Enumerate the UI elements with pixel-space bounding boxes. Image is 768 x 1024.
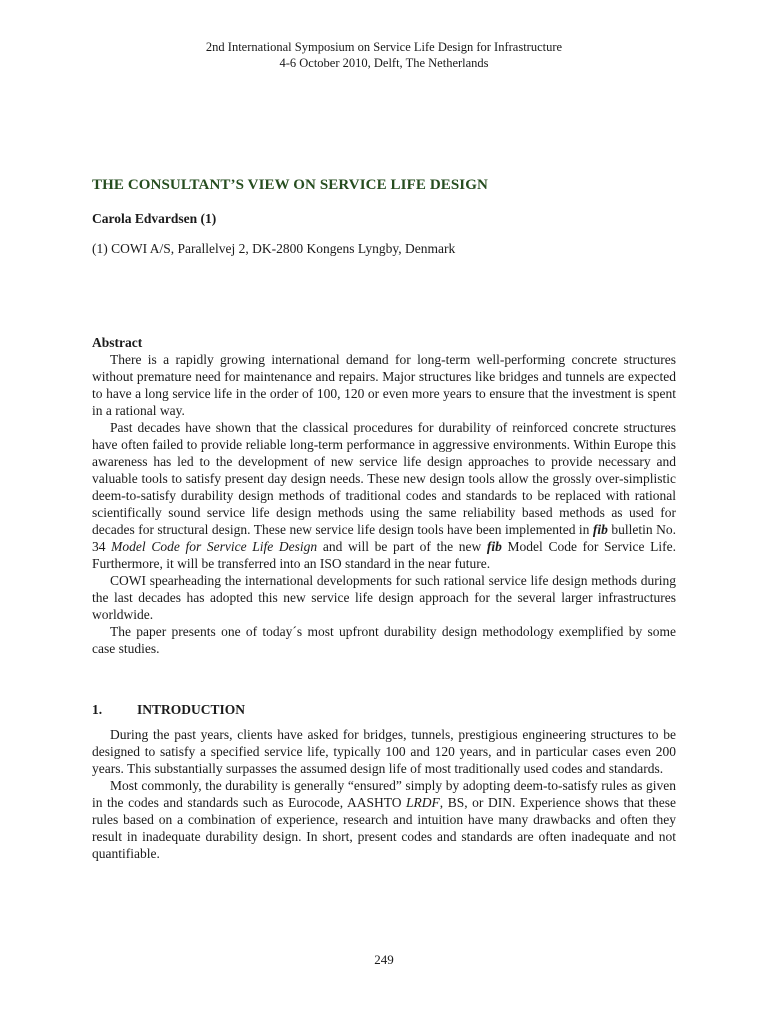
intro-p2-text-b: , BS, or DIN. Experience shows that these rules based on a combination of experience, research and intuition have many drawbacks and often they result in inadequate durability design. In short, present codes and standards are often inadequate and not quantifiable. (92, 795, 676, 861)
intro-paragraph-1: During the past years, clients have asked for bridges, tunnels, prestigious engineering structures to be designed to satisfy a specified service life, typically 100 and 120 years, and in particular cases even 200 years. This substantially surpasses the assumed design life of most traditionally used codes and standards. (92, 727, 676, 776)
introduction-section (92, 726, 676, 862)
page-number: 249 (374, 952, 394, 967)
introduction-heading (92, 702, 676, 718)
intro-paragraph-2 (92, 777, 676, 862)
conference-header (0, 39, 768, 71)
abstract-heading: Abstract (92, 335, 143, 350)
fib-term-1: fib (592, 522, 608, 537)
abstract-p2-text-c: and will be part of the new (317, 539, 487, 554)
abstract-section (92, 334, 676, 657)
author-name: Carola Edvardsen (1) (92, 211, 217, 226)
header-line-1: 2nd International Symposium on Service Life Design for Infrastructure (205, 40, 563, 54)
abstract-p2-text-d: Model Code for Service Life. Furthermore, it will be transferred into an ISO standard in the near future. (92, 539, 677, 571)
abstract-paragraph-2 (92, 419, 676, 572)
lrdf-term: LRDF (406, 795, 440, 810)
section-number: 1. (92, 702, 103, 717)
author-affiliation: (1) COWI A/S, Parallelvej 2, DK-2800 Kongens Lyngby, Denmark (92, 241, 456, 256)
abstract-paragraph-3: COWI spearheading the international developments for such rational service life design methods during the last decades has adopted this new service life design approach for the several larger infrastructures worldwide. (92, 573, 676, 622)
model-code-title: Model Code for Service Life Design (111, 539, 318, 554)
header-line-2: 4-6 October 2010, Delft, The Netherlands (279, 56, 489, 70)
abstract-paragraph-1: There is a rapidly growing international demand for long-term well-performing concrete structures without premature need for maintenance and repairs. Major structures like bridges and tunnels are expected to have a long service life in the order of 100, 120 or even more years to ensure that the investment is spent in a rational way. (92, 352, 676, 418)
abstract-p2-text-b: bulletin No. 34 (92, 522, 676, 554)
abstract-paragraph-4: The paper presents one of today´s most upfront durability design methodology exemplified by some case studies. (92, 624, 676, 656)
fib-term-2: fib (486, 539, 502, 554)
intro-p2-text-a: Most commonly, the durability is generally “ensured” simply by adopting deem-to-satisfy rules as given in the codes and standards such as Eurocode, AASHTO (92, 778, 676, 810)
section-title: INTRODUCTION (137, 702, 246, 717)
abstract-p2-text-a: Past decades have shown that the classical procedures for durability of reinforced concrete structures have often failed to provide reliable long-term performance in aggressive environments. Within Europe this awareness has led to the development of new service life design approaches to provide necessary and valuable tools to satisfy present day design needs. These new design tools allow the grossly over-simplistic deem-to-satisfy durability design methods of traditional codes and standards to be replaced with rational scientifically sound service life design methods using the same reliability based methods as used for decades for structural design. These new service life design tools have been implemented in (92, 420, 676, 537)
paper-title: THE CONSULTANT’S VIEW ON SERVICE LIFE DESIGN (92, 177, 488, 193)
